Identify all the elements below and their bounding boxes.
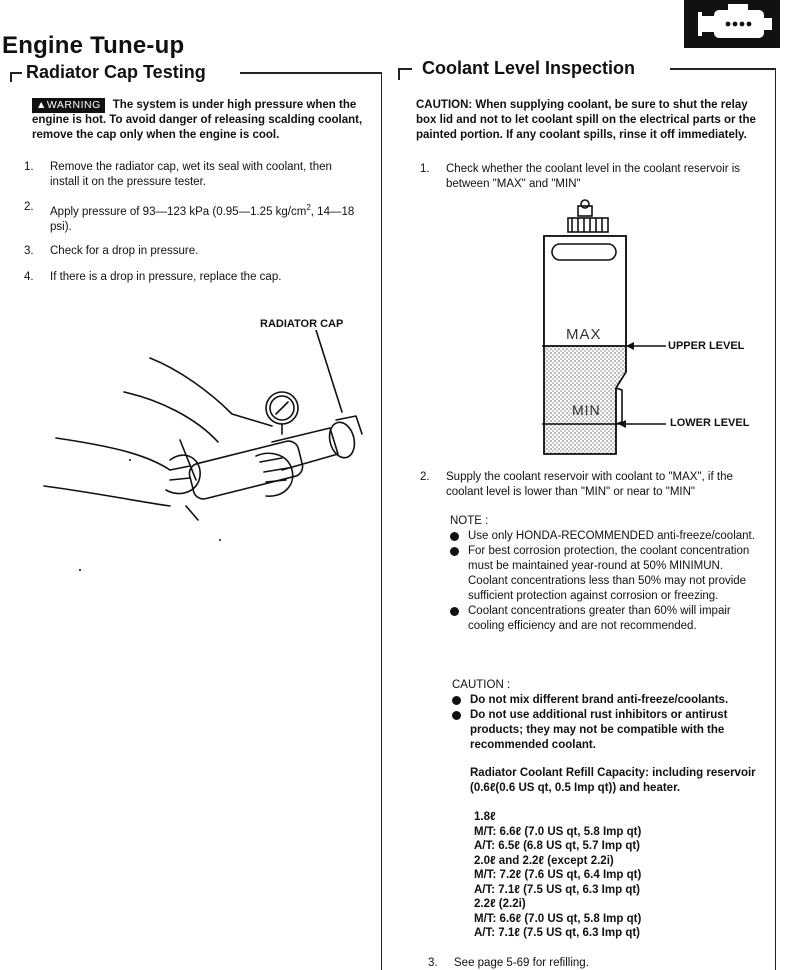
- section-rule: [670, 68, 776, 70]
- section-rule: [10, 72, 22, 74]
- step-text: Supply the coolant reservoir with coolant to "MAX", if the coolant level is lower than "MIN" or near to "MIN": [446, 471, 733, 498]
- list-item: [24, 200, 364, 232]
- capacity-line: 2.2ℓ (2.2i): [474, 898, 526, 910]
- step-text: Check whether the coolant level in the coolant reservoir is between "MAX" and "MIN": [446, 163, 741, 190]
- figure-label-radiator-cap: RADIATOR CAP: [260, 318, 344, 330]
- capacity-line: M/T: 6.6ℓ (7.0 US qt, 5.8 Imp qt): [474, 912, 642, 925]
- list-item: [420, 470, 760, 502]
- caution-item: Do not mix different brand anti-freeze/coolants.: [452, 693, 760, 708]
- step-number: 2.: [24, 201, 34, 213]
- list-item: [420, 162, 760, 194]
- capacity-line: M/T: 7.2ℓ (7.6 US qt, 6.4 Imp qt): [474, 869, 642, 881]
- min-mark: MIN: [572, 402, 601, 418]
- caution-intro: CAUTION: When supplying coolant, be sure to shut the relay box lid and not to let coolant spill on the electrical parts or the painted portion. If any coolant spills, rinse it off immediately.: [416, 99, 756, 141]
- note-item: Use only HONDA-RECOMMENDED anti-freeze/coolant.: [450, 529, 758, 544]
- bullet-icon: [452, 696, 461, 705]
- step-text: See page 5-69 for refilling.: [454, 957, 589, 969]
- list-item: [24, 244, 364, 260]
- upper-level-label: UPPER LEVEL: [668, 340, 745, 352]
- caution-item: Do not use additional rust inhibitors or antirust products; they may not be compatible with the recommended coolant.: [452, 708, 760, 753]
- step-text: Remove the radiator cap, wet its seal with coolant, then install it on the pressure tester.: [50, 161, 332, 188]
- bullet-icon: [450, 547, 459, 556]
- step-number: 3.: [428, 957, 438, 969]
- step-text: If there is a drop in pressure, replace the cap.: [50, 271, 282, 283]
- lower-level-label: LOWER LEVEL: [670, 417, 750, 429]
- step-number: 4.: [24, 271, 34, 283]
- bullet-icon: [450, 532, 459, 541]
- warning-triangle-icon: ▲: [36, 99, 47, 111]
- section-badge: [684, 0, 780, 48]
- note-block: [450, 514, 758, 634]
- note-title: NOTE :: [450, 515, 489, 527]
- caution-title: CAUTION :: [452, 679, 511, 691]
- capacity-line: M/T: 6.6ℓ (7.0 US qt, 5.8 Imp qt): [474, 825, 642, 838]
- capacity-line: A/T: 7.1ℓ (7.5 US qt, 6.3 Imp qt): [474, 927, 641, 939]
- coolant-reservoir-illustration: [530, 196, 770, 460]
- engine-icon: [684, 0, 780, 48]
- warning-block: [32, 98, 366, 143]
- radiator-cap-tester-illustration: [20, 330, 380, 600]
- capacity-list: [474, 810, 764, 941]
- capacity-line: 2.0ℓ and 2.2ℓ (except 2.2i): [474, 854, 614, 867]
- section-heading-coolant-level: Coolant Level Inspection: [422, 58, 636, 78]
- list-item: [428, 956, 758, 970]
- step-number: 2.: [420, 471, 430, 483]
- bullet-icon: [452, 711, 461, 720]
- step-number: 3.: [24, 245, 34, 257]
- warning-text: The system is under high pressure when the engine is hot. To avoid danger of releasing scalding coolant, remove the cap only when the engine is cool.: [32, 99, 363, 141]
- section-heading-radiator-cap: Radiator Cap Testing: [26, 62, 206, 82]
- step-number: 1.: [420, 163, 430, 175]
- page-title: Engine Tune-up: [2, 32, 185, 59]
- section-rule: [240, 72, 382, 74]
- capacity-heading: Radiator Coolant Refill Capacity: including reservoir (0.6ℓ(0.6 US qt, 0.5 Imp qt)) and heater.: [470, 767, 756, 794]
- warning-badge: ▲WARNING: [32, 98, 105, 113]
- max-mark: MAX: [566, 326, 602, 343]
- capacity-line: A/T: 6.5ℓ (6.8 US qt, 5.7 Imp qt): [474, 840, 641, 852]
- step-text: Check for a drop in pressure.: [50, 245, 199, 257]
- section-rule: [398, 68, 412, 70]
- caution-block: [452, 678, 760, 753]
- column-divider: [775, 68, 776, 970]
- note-item: Coolant concentrations greater than 60% will impair cooling efficiency and are not recommended.: [450, 604, 758, 634]
- list-item: [24, 270, 364, 286]
- step-text: Apply pressure of 93—123 kPa (0.95—1.25 $kg/cm^2$, 14—18 psi).: [50, 203, 355, 233]
- list-item: [24, 160, 364, 192]
- capacity-line: 1.8ℓ: [474, 811, 496, 823]
- step-number: 1.: [24, 161, 34, 173]
- column-divider: [381, 72, 382, 970]
- capacity-line: A/T: 7.1ℓ (7.5 US qt, 6.3 Imp qt): [474, 883, 641, 896]
- note-item: For best corrosion protection, the coolant concentration must be maintained year-round at 50% MINIMUN. Coolant concentrations less than 50% may not provide sufficient protection against corrosion or freezing.: [450, 544, 758, 604]
- bullet-icon: [450, 607, 459, 616]
